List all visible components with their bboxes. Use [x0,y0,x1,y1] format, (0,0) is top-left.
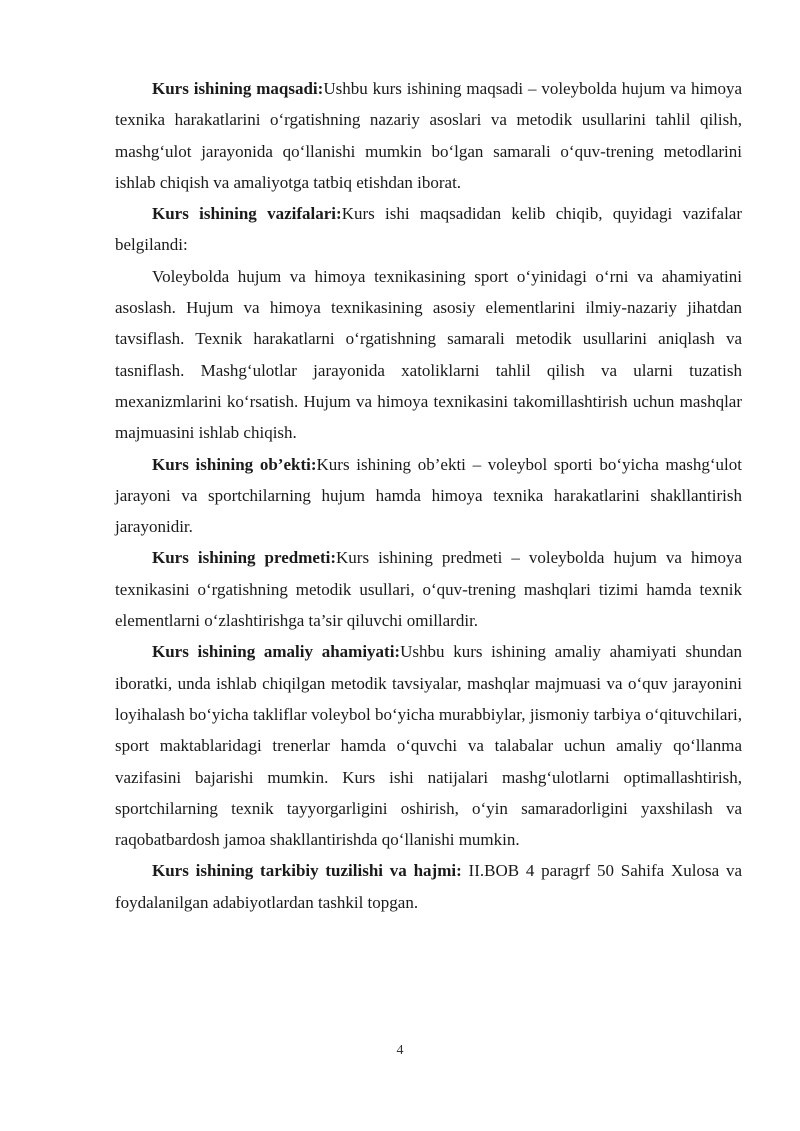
paragraph-heading: Kurs ishining maqsadi: [152,79,324,98]
paragraph-tasks-list [115,261,742,449]
paragraph-subject [115,542,742,636]
paragraph-text: Ushbu kurs ishining maqsadi – voleybolda hujum va himoya texnika harakatlarini o‘rgatishning nazariy asoslari va metodik usullarini tahlil qilish, mashg‘ulot jarayonida qo‘llanishi mumkin bo‘lgan samarali o‘quv-trening metodlarini ishlab chiqish va amaliyotga tatbiq etishdan iborat. [115,79,742,192]
paragraph-heading: Kurs ishining amaliy ahamiyati: [152,642,401,662]
paragraph-practical-significance [115,636,742,855]
paragraph-heading: Kurs ishining predmeti: [152,548,336,568]
paragraph-text: Voleybolda hujum va himoya texnikasining sport o‘yinidagi o‘rni va ahamiyatini asoslash. Hujum va himoya texnikasining asosiy elementlarini ilmiy-nazariy jihatdan tavsiflash. Texnik harakatlarni o‘rgatishning samarali metodik usullarini aniqlash va tasniflash. Mashg‘ulotlar jarayonida xatoliklarni tahlil qilish va ularni tuzatish mexanizmlarini ko‘rsatish. Hujum va himoya texnikasini takomillashtirish uchun mashqlar majmuasini ishlab chiqish. [115,266,742,443]
paragraph-text: Kurs ishi maqsadidan kelib chiqib, quyidagi vazifalar belgilandi: [115,204,742,255]
paragraph-text: II.BOB 4 paragrf 50 Sahifa Xulosa va foydalanilgan adabiyotlardan tashkil topgan. [115,861,742,912]
page-number: 4 [396,1043,404,1058]
paragraph-heading: Kurs ishining tarkibiy tuzilishi va hajmi: [152,861,462,881]
paragraph-text: Ushbu kurs ishining amaliy ahamiyati shundan iboratki, unda ishlab chiqilgan metodik tavsiyalar, mashqlar majmuasi va o‘quv jarayonini loyihalash bo‘yicha takliflar voleybol bo‘yicha murabbiylar, jismoniy tarbiya o‘qituvchilari, sport maktablaridagi trenerlar hamda o‘quvchi va talabalar uchun amaliy qo‘llanma vazifasini bajarishi mumkin. Kurs ishi natijalari mashg‘ulotlarni optimallashtirish, sportchilarning texnik tayyorgarligini oshirish, o‘yin samaradorligini yaxshilash va raqobatbardosh jamoa shakllantirishda qo‘llanishi mumkin. [115,642,743,850]
paragraph-text: Kurs ishining predmeti – voleybolda hujum va himoya texnikasini o‘rgatishning metodik usullari, o‘quv-trening mashqlari tizimi hamda texnik elementlarni o‘zlashtirishga ta’sir qiluvchi omillardir. [115,548,742,631]
paragraph-object [115,449,742,543]
paragraph-tasks [115,198,742,261]
paragraph-structure [115,855,742,918]
paragraph-heading: Kurs ishining ob’ekti: [152,454,317,474]
paragraph-goal [115,73,742,198]
paragraph-heading: Kurs ishining vazifalari: [152,204,342,224]
document-page [115,73,742,918]
paragraph-text: Kurs ishining ob’ekti – voleybol sporti bo‘yicha mashg‘ulot jarayoni va sportchilarning hujum hamda himoya texnika harakatlarini shakllantirish jarayonidir. [115,454,742,537]
